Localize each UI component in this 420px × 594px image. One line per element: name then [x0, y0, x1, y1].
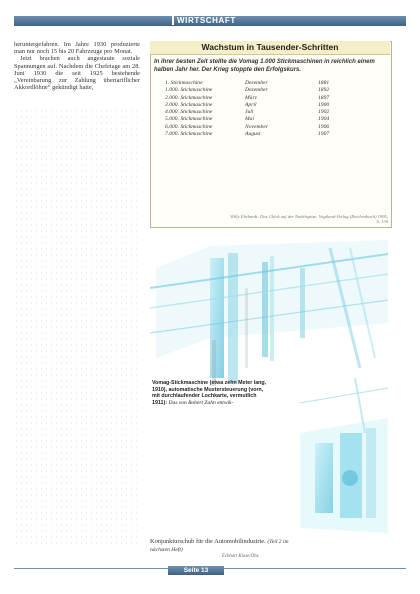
month: April	[245, 101, 257, 108]
box-credit: Willy Ehrhardt: Das Glück auf der Nadelspitze. Vogtland-Verlag (Reichenbach) 1995, S. 130	[230, 214, 388, 224]
year: 1904	[318, 116, 330, 123]
section-bar	[172, 16, 174, 25]
box-intro: In ihrer besten Zeit stellte die Vomag 1.000 Stickmaschinen in reichlich einem halben Jahr her. Der Krieg stoppte den Erfolgskurs.	[154, 59, 375, 73]
table-row	[165, 95, 358, 102]
month: November	[245, 123, 268, 130]
year: 1897	[318, 94, 330, 101]
table-row	[165, 102, 358, 109]
table-row	[165, 116, 358, 123]
table-row	[165, 80, 358, 87]
month: Dezember	[245, 80, 268, 86]
table-row	[165, 124, 358, 131]
box-title: Wachstum in Tausender-Schritten	[150, 41, 390, 55]
machine-count: 5.000. Stickmaschine	[165, 116, 213, 123]
year: 1892	[318, 87, 330, 94]
machine-count: 1.000. Stickmaschine	[165, 87, 213, 94]
month: Dezember	[245, 87, 268, 94]
caption-bold: Vomag-Stickmaschine (etwa zehn Meter lang, 1910), automatische Mustersteuerung (vorn, mit durchlaufender Lochkarte, vermutlich 1911):	[152, 380, 267, 406]
bottom-text	[150, 538, 290, 554]
paragraph: Jetzt brachen auch angestaute soziale Spannungen auf. Nachdem die Chefetage am 28. Juni 1930 die seit 1925 bestehende „Vereinbarung zur Zahlung übertariflicher Akkordlöhne“ gekündigt hatte,	[14, 55, 140, 92]
faded-text-area	[14, 108, 140, 548]
paragraph: heruntergefahren. Im Jahre 1930 produzierte man nur noch 15 bis 20 Fahrzeuge pro Monat.	[14, 41, 140, 56]
table-row	[165, 131, 358, 138]
left-column-text	[14, 41, 140, 91]
machine-count: 7.000. Stickmaschine	[165, 131, 213, 138]
caption-italic: Das von Robert Zahn entwik-	[168, 399, 234, 406]
bottom-sentence: Konjunkturschub für die Automobilindustrie.	[150, 538, 266, 545]
continuation-note: (Teil 2 im nächsten Heft)	[150, 539, 289, 554]
machine-count: 6.000. Stickmaschine	[165, 123, 213, 130]
section-label	[172, 16, 236, 26]
month: März	[245, 94, 257, 101]
year: 1906	[318, 123, 330, 130]
month: August	[245, 131, 261, 138]
table-row	[165, 87, 358, 94]
table-row	[165, 109, 358, 116]
machine-count: 2.000. Stickmaschine	[165, 94, 213, 101]
year: 1902	[318, 109, 330, 116]
machine-count: 1. Stickmaschine	[165, 80, 203, 86]
author-signature: Eckhart Klose/Obs.	[222, 554, 260, 559]
year: 1907	[318, 131, 330, 138]
month: Juli	[245, 109, 254, 116]
section-title: WIRTSCHAFT	[177, 16, 236, 25]
machine-count: 3.000. Stickmaschine	[165, 101, 213, 108]
page-number: Seite 13	[168, 566, 224, 575]
month: Mai	[245, 116, 255, 123]
year: 1881	[318, 80, 330, 86]
machine-count: 4.000. Stickmaschine	[165, 109, 213, 116]
production-table	[165, 80, 358, 138]
year: 1900	[318, 101, 330, 108]
photo-caption	[152, 380, 270, 406]
